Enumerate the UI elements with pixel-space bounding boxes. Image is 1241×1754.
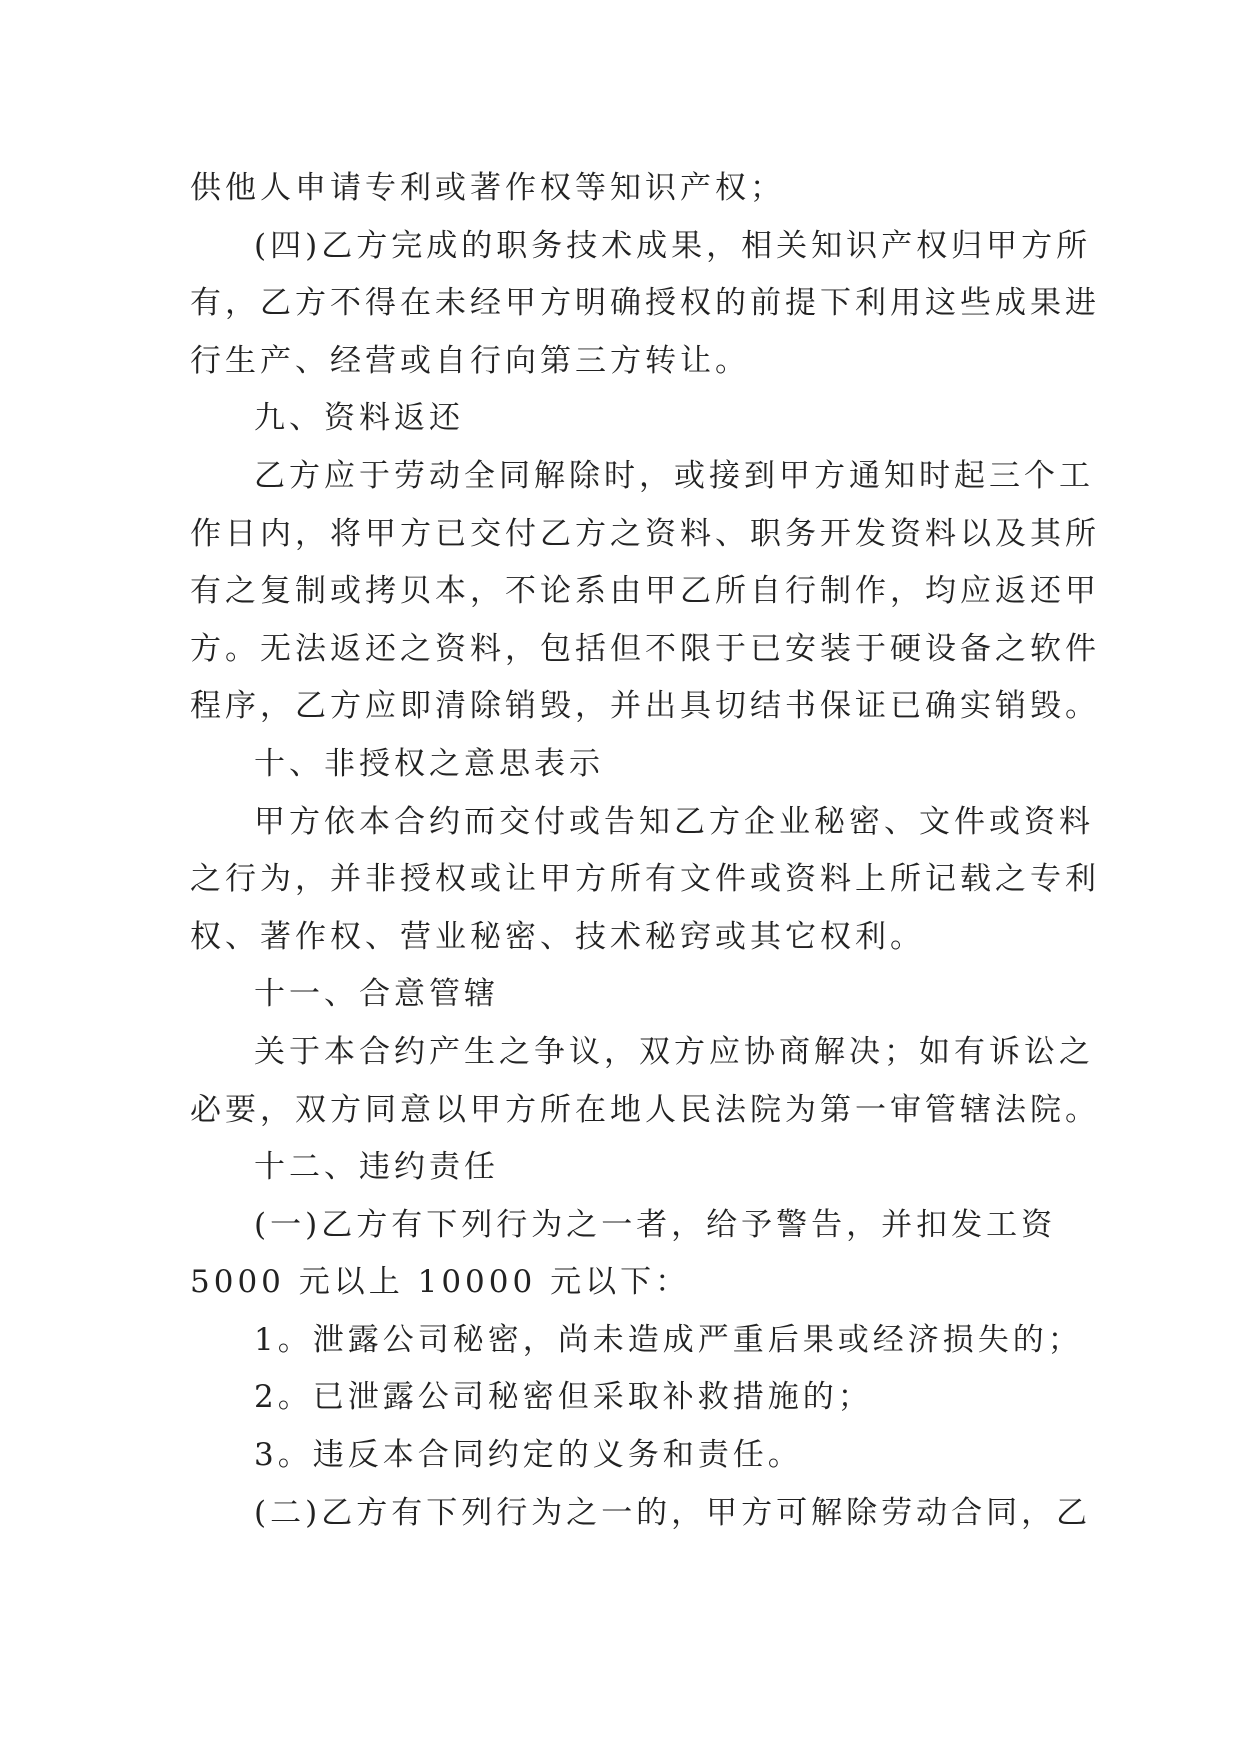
text-line: (二)乙方有下列行为之一的，甲方可解除劳动合同，乙 xyxy=(254,1494,1092,1531)
text-line: 权、著作权、营业秘密、技术秘窍或其它权利。 xyxy=(190,918,925,955)
text-line: 方。无法返还之资料，包括但不限于已安装于硬设备之软件 xyxy=(190,630,1100,667)
list-item: 3。违反本合同约定的义务和责任。 xyxy=(254,1437,803,1474)
text-line: 有，乙方不得在未经甲方明确授权的前提下利用这些成果进 xyxy=(190,285,1100,322)
text-line: 行生产、经营或自行向第三方转让。 xyxy=(190,342,750,379)
text-line: 关于本合约产生之争议，双方应协商解决；如有诉讼之 xyxy=(254,1033,1094,1070)
text-line: 甲方依本合约而交付或告知乙方企业秘密、文件或资料 xyxy=(254,803,1094,840)
text-line: 有之复制或拷贝本，不论系由甲乙所自行制作，均应返还甲 xyxy=(190,573,1100,610)
text-line: 程序，乙方应即清除销毁，并出具切结书保证已确实销毁。 xyxy=(190,688,1100,725)
text-line: (四)乙方完成的职务技术成果，相关知识产权归甲方所 xyxy=(254,227,1092,264)
section-heading: 十二、违约责任 xyxy=(254,1149,499,1186)
text-line: 5000 元以上 10000 元以下： xyxy=(190,1264,691,1301)
text-line: 之行为，并非授权或让甲方所有文件或资料上所记载之专利 xyxy=(190,861,1100,898)
section-heading: 十、非授权之意思表示 xyxy=(254,745,604,782)
text-line: (一)乙方有下列行为之一者，给予警告，并扣发工资 xyxy=(254,1206,1057,1243)
list-item: 2。已泄露公司秘密但采取补救措施的； xyxy=(254,1379,873,1416)
section-heading: 十一、合意管辖 xyxy=(254,976,499,1013)
list-item: 1。泄露公司秘密，尚未造成严重后果或经济损失的； xyxy=(254,1321,1083,1358)
text-line: 乙方应于劳动全同解除时，或接到甲方通知时起三个工 xyxy=(254,457,1094,494)
document-body xyxy=(190,160,1100,1542)
section-heading: 九、资料返还 xyxy=(254,400,464,437)
text-line: 作日内，将甲方已交付乙方之资料、职务开发资料以及其所 xyxy=(190,515,1100,552)
text-line: 必要，双方同意以甲方所在地人民法院为第一审管辖法院。 xyxy=(190,1091,1100,1128)
text-line: 供他人申请专利或著作权等知识产权； xyxy=(190,170,785,206)
